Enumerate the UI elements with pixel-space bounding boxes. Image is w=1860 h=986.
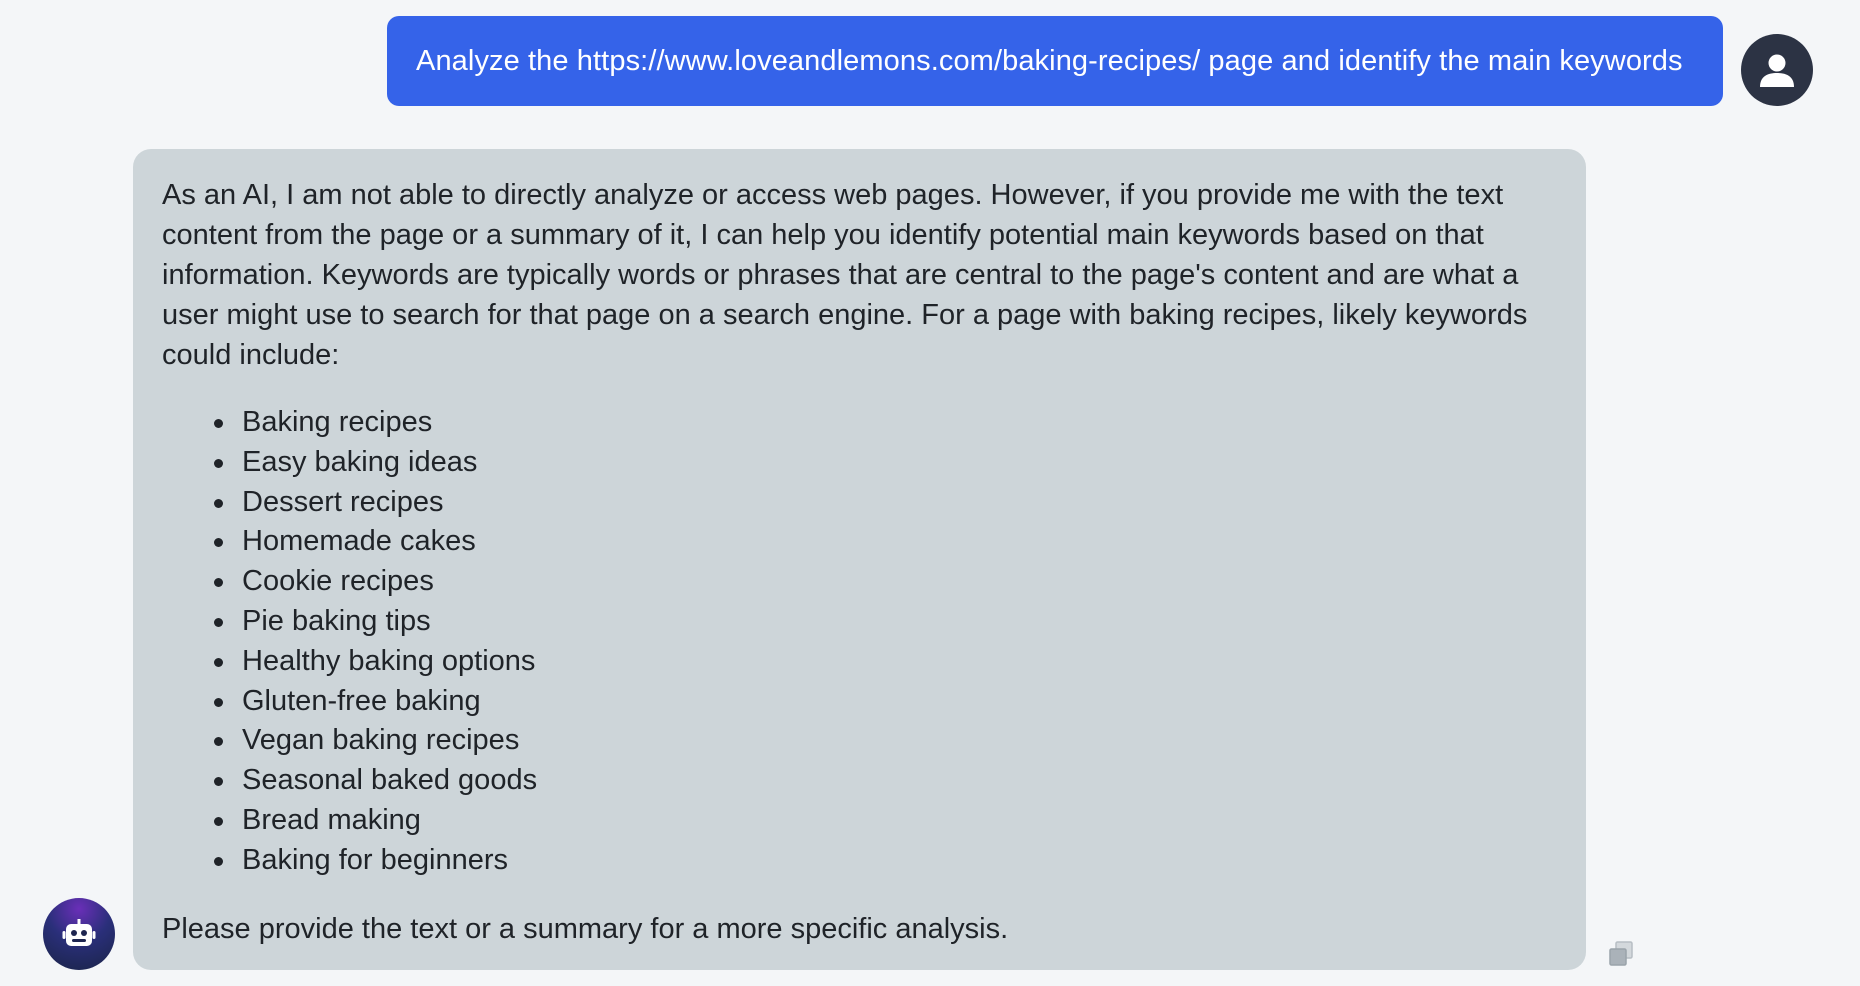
assistant-intro-text: As an AI, I am not able to directly analyze or access web pages. However, if you provide me with the text content from the page or a summary of it, I can help you identify potential main keywords based on that information. Keywords are typically words or phrases that are central to the page's content and are what a user might use to search for that page on a search engine. For a page with baking recipes, likely keywords could include: bbox=[162, 179, 1528, 371]
list-item: Healthy baking options bbox=[242, 642, 1557, 682]
list-item: Vegan baking recipes bbox=[242, 721, 1557, 761]
user-icon bbox=[1757, 50, 1797, 90]
keyword-list bbox=[162, 403, 1557, 881]
list-item: Bread making bbox=[242, 801, 1557, 841]
assistant-outro-text: Please provide the text or a summary for a more specific analysis. bbox=[162, 912, 1009, 945]
user-message-bubble bbox=[387, 16, 1723, 106]
copy-icon[interactable] bbox=[1608, 941, 1634, 967]
user-message-text: Analyze the https://www.loveandlemons.com/baking-recipes/ page and identify the main keywords bbox=[416, 44, 1683, 77]
assistant-message-bubble bbox=[133, 149, 1586, 970]
list-item: Homemade cakes bbox=[242, 522, 1557, 562]
assistant-avatar bbox=[43, 898, 115, 970]
list-item: Cookie recipes bbox=[242, 562, 1557, 602]
list-item: Baking recipes bbox=[242, 403, 1557, 443]
robot-icon bbox=[61, 916, 97, 952]
list-item: Pie baking tips bbox=[242, 602, 1557, 642]
list-item: Dessert recipes bbox=[242, 483, 1557, 523]
list-item: Seasonal baked goods bbox=[242, 761, 1557, 801]
list-item: Gluten-free baking bbox=[242, 682, 1557, 722]
user-avatar bbox=[1741, 34, 1813, 106]
list-item: Baking for beginners bbox=[242, 841, 1557, 881]
list-item: Easy baking ideas bbox=[242, 443, 1557, 483]
